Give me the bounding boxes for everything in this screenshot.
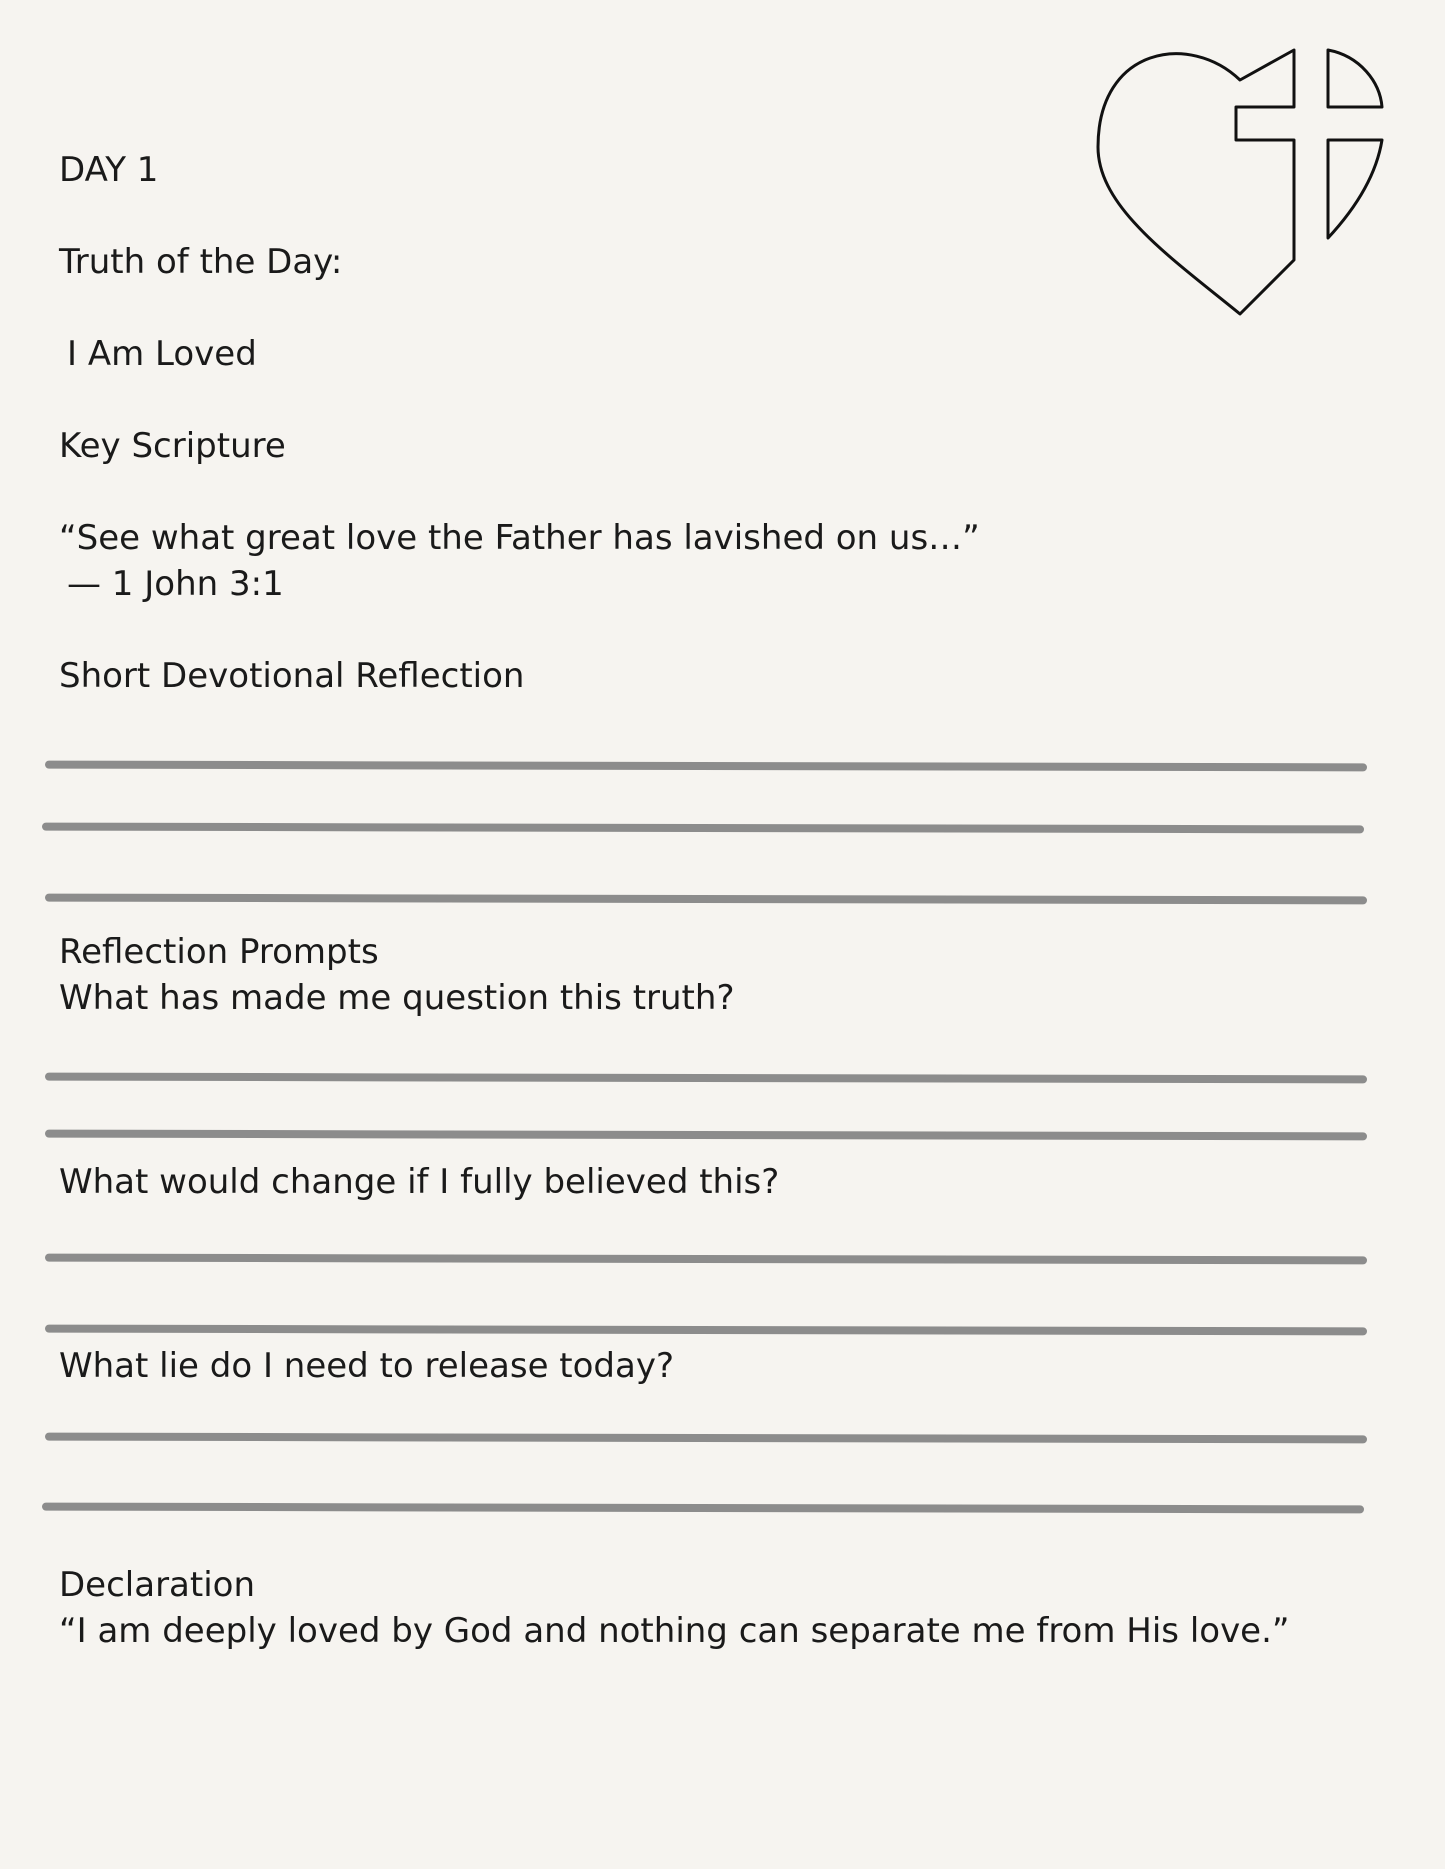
scripture-label: Key Scripture — [59, 426, 286, 466]
writing-line[interactable] — [45, 1073, 1367, 1084]
writing-line[interactable] — [45, 894, 1367, 905]
reflection-label: Short Devotional Reflection — [59, 656, 525, 696]
prompt-2: What would change if I fully believed this? — [59, 1162, 780, 1202]
scripture-quote: “See what great love the Father has lavished on us…” — [59, 518, 980, 558]
writing-line[interactable] — [45, 1130, 1367, 1141]
prompts-label: Reflection Prompts — [59, 932, 379, 972]
truth-label: Truth of the Day: — [59, 242, 343, 282]
writing-line[interactable] — [45, 761, 1367, 772]
day-label: DAY 1 — [59, 150, 159, 190]
declaration-label: Declaration — [59, 1565, 256, 1605]
writing-line[interactable] — [45, 1433, 1367, 1444]
prompt-3: What lie do I need to release today? — [59, 1346, 675, 1386]
writing-line[interactable] — [42, 823, 1364, 834]
writing-line[interactable] — [45, 1254, 1367, 1265]
truth-title: I Am Loved — [67, 334, 257, 374]
declaration-text: “I am deeply loved by God and nothing can separate me from His love.” — [59, 1611, 1290, 1651]
writing-line[interactable] — [42, 1503, 1364, 1514]
prompt-1: What has made me question this truth? — [59, 978, 735, 1018]
scripture-reference: — 1 John 3:1 — [67, 564, 284, 604]
heart-cross-icon — [1090, 42, 1390, 327]
writing-line[interactable] — [45, 1325, 1367, 1336]
